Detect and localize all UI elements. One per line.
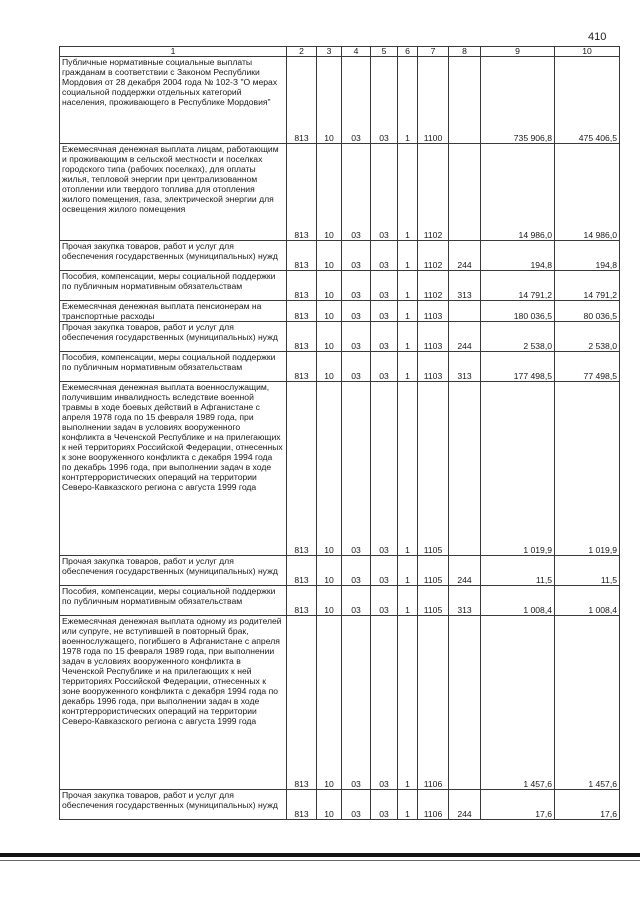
- table-row: [60, 352, 620, 382]
- cell-c10: 1 008,4: [555, 586, 620, 616]
- row-description: Пособия, компенсации, меры социальной поддержки по публичным нормативным обязательствам: [60, 352, 287, 382]
- table-row: [60, 322, 620, 352]
- column-header: 3: [317, 47, 342, 57]
- table-row: [60, 556, 620, 586]
- cell-c7: 1105: [418, 382, 449, 556]
- cell-c8: 313: [449, 586, 481, 616]
- cell-c4: 03: [342, 301, 371, 322]
- cell-c10: 77 498,5: [555, 352, 620, 382]
- table-row: [60, 241, 620, 271]
- cell-c9: 1 008,4: [481, 586, 555, 616]
- cell-c10: 11,5: [555, 556, 620, 586]
- cell-c6: 1: [398, 144, 418, 241]
- cell-c9: 1 019,9: [481, 382, 555, 556]
- cell-c8: [449, 57, 481, 144]
- cell-c4: 03: [342, 271, 371, 301]
- cell-c10: 2 538,0: [555, 322, 620, 352]
- cell-c8: 313: [449, 271, 481, 301]
- page-number: 410: [588, 31, 607, 43]
- cell-c7: 1106: [418, 790, 449, 820]
- cell-c10: 194,8: [555, 241, 620, 271]
- cell-c8: 313: [449, 352, 481, 382]
- cell-c3: 10: [317, 352, 342, 382]
- column-header: 5: [371, 47, 398, 57]
- cell-c6: 1: [398, 352, 418, 382]
- cell-c3: 10: [317, 271, 342, 301]
- cell-c8: [449, 382, 481, 556]
- cell-c4: 03: [342, 241, 371, 271]
- cell-c3: 10: [317, 322, 342, 352]
- cell-c6: 1: [398, 790, 418, 820]
- cell-c10: 1 457,6: [555, 616, 620, 790]
- cell-c4: 03: [342, 586, 371, 616]
- cell-c7: 1103: [418, 352, 449, 382]
- cell-c3: 10: [317, 241, 342, 271]
- cell-c2: 813: [287, 144, 317, 241]
- cell-c2: 813: [287, 322, 317, 352]
- cell-c10: 14 791,2: [555, 271, 620, 301]
- cell-c7: 1106: [418, 616, 449, 790]
- row-description: Ежемесячная денежная выплата пенсионерам на транспортные расходы: [60, 301, 287, 322]
- cell-c2: 813: [287, 616, 317, 790]
- cell-c9: 11,5: [481, 556, 555, 586]
- column-header: 6: [398, 47, 418, 57]
- cell-c4: 03: [342, 322, 371, 352]
- cell-c8: 244: [449, 322, 481, 352]
- cell-c7: 1100: [418, 57, 449, 144]
- cell-c9: 2 538,0: [481, 322, 555, 352]
- cell-c2: 813: [287, 382, 317, 556]
- cell-c5: 03: [371, 241, 398, 271]
- cell-c2: 813: [287, 57, 317, 144]
- cell-c4: 03: [342, 57, 371, 144]
- cell-c4: 03: [342, 144, 371, 241]
- cell-c7: 1105: [418, 556, 449, 586]
- table-row: [60, 382, 620, 556]
- cell-c3: 10: [317, 301, 342, 322]
- table-row: [60, 616, 620, 790]
- table-row: [60, 790, 620, 820]
- cell-c7: 1103: [418, 301, 449, 322]
- cell-c6: 1: [398, 241, 418, 271]
- cell-c6: 1: [398, 57, 418, 144]
- cell-c9: 17,6: [481, 790, 555, 820]
- cell-c6: 1: [398, 271, 418, 301]
- cell-c2: 813: [287, 301, 317, 322]
- cell-c3: 10: [317, 144, 342, 241]
- header-row: [60, 47, 620, 57]
- cell-c9: 14 986,0: [481, 144, 555, 241]
- cell-c10: 475 406,5: [555, 57, 620, 144]
- cell-c4: 03: [342, 790, 371, 820]
- cell-c8: 244: [449, 241, 481, 271]
- table-row: [60, 301, 620, 322]
- cell-c5: 03: [371, 790, 398, 820]
- cell-c8: [449, 616, 481, 790]
- cell-c6: 1: [398, 322, 418, 352]
- bottom-border-line: [0, 853, 640, 857]
- cell-c2: 813: [287, 556, 317, 586]
- row-description: Пособия, компенсации, меры социальной поддержки по публичным нормативным обязательствам: [60, 586, 287, 616]
- cell-c5: 03: [371, 586, 398, 616]
- cell-c5: 03: [371, 616, 398, 790]
- row-description: Прочая закупка товаров, работ и услуг для обеспечения государственных (муниципальных) нужд: [60, 322, 287, 352]
- cell-c9: 14 791,2: [481, 271, 555, 301]
- cell-c10: 14 986,0: [555, 144, 620, 241]
- cell-c2: 813: [287, 241, 317, 271]
- cell-c6: 1: [398, 616, 418, 790]
- column-header: 9: [481, 47, 555, 57]
- cell-c5: 03: [371, 301, 398, 322]
- column-header: 1: [60, 47, 287, 57]
- row-description: Публичные нормативные социальные выплаты гражданам в соответствии с Законом Республики Мордовия от 28 декабря 2004 года № 102-З "О мерах социальной поддержки отдельных категорий населения, проживающего в Республике Мордовия": [60, 57, 287, 144]
- cell-c2: 813: [287, 586, 317, 616]
- cell-c8: [449, 301, 481, 322]
- table-row: [60, 57, 620, 144]
- cell-c7: 1103: [418, 322, 449, 352]
- row-description: Ежемесячная денежная выплата одному из родителей или супруге, не вступившей в повторный брак, военнослужащего, погибшего в Афганистане с апреля 1978 года по 15 февраля 1989 года, при выполнении задач в условиях вооруженного конфликта в Чеченской Республике и на прилегающих к ней территориях Российской Федерации, отнесенных к зоне вооруженного конфликта с декабря 1994 года по декабрь 1996 года, при выполнении задач в ходе контртеррористических операций на территории Северо-Кавказского региона с августа 1999 года: [60, 616, 287, 790]
- cell-c8: [449, 144, 481, 241]
- cell-c4: 03: [342, 382, 371, 556]
- column-header: 2: [287, 47, 317, 57]
- cell-c7: 1102: [418, 241, 449, 271]
- column-header: 10: [555, 47, 620, 57]
- bottom-thin-line: [0, 860, 640, 861]
- column-header: 4: [342, 47, 371, 57]
- cell-c5: 03: [371, 57, 398, 144]
- cell-c4: 03: [342, 352, 371, 382]
- cell-c3: 10: [317, 616, 342, 790]
- cell-c8: 244: [449, 790, 481, 820]
- budget-table: [59, 46, 620, 820]
- cell-c3: 10: [317, 586, 342, 616]
- cell-c5: 03: [371, 382, 398, 556]
- column-header: 7: [418, 47, 449, 57]
- cell-c5: 03: [371, 352, 398, 382]
- cell-c6: 1: [398, 586, 418, 616]
- cell-c8: 244: [449, 556, 481, 586]
- cell-c4: 03: [342, 616, 371, 790]
- row-description: Ежемесячная денежная выплата лицам, работающим и проживающим в сельской местности и поселках городского типа (рабочих поселках), для оплаты жилья, тепловой энергии при централизованном отоплении или твердого топлива для отопления жилого помещения, газа, электрической энергии для освещения жилого помещения: [60, 144, 287, 241]
- cell-c5: 03: [371, 556, 398, 586]
- cell-c2: 813: [287, 271, 317, 301]
- cell-c3: 10: [317, 556, 342, 586]
- column-header: 8: [449, 47, 481, 57]
- cell-c9: 1 457,6: [481, 616, 555, 790]
- cell-c6: 1: [398, 556, 418, 586]
- cell-c7: 1105: [418, 586, 449, 616]
- cell-c7: 1102: [418, 144, 449, 241]
- cell-c9: 194,8: [481, 241, 555, 271]
- cell-c3: 10: [317, 790, 342, 820]
- cell-c3: 10: [317, 57, 342, 144]
- row-description: Ежемесячная денежная выплата военнослужащим, получившим инвалидность вследствие военной травмы в ходе боевых действий в Афганистане с апреля 1978 года по 15 февраля 1989 года, при выполнении задач в условиях вооруженного конфликта в Чеченской Республике и на прилегающих к ней территориях Российской Федерации, отнесенных к зоне вооруженного конфликта с декабря 1994 года по декабрь 1996 года, при выполнении задач в ходе контртеррористических операций на территории Северо-Кавказского региона с августа 1999 года: [60, 382, 287, 556]
- cell-c5: 03: [371, 271, 398, 301]
- table-row: [60, 144, 620, 241]
- row-description: Прочая закупка товаров, работ и услуг для обеспечения государственных (муниципальных) нужд: [60, 790, 287, 820]
- cell-c4: 03: [342, 556, 371, 586]
- cell-c9: 177 498,5: [481, 352, 555, 382]
- cell-c9: 735 906,8: [481, 57, 555, 144]
- row-description: Прочая закупка товаров, работ и услуг для обеспечения государственных (муниципальных) нужд: [60, 241, 287, 271]
- cell-c10: 80 036,5: [555, 301, 620, 322]
- cell-c5: 03: [371, 322, 398, 352]
- cell-c9: 180 036,5: [481, 301, 555, 322]
- row-description: Пособия, компенсации, меры социальной поддержки по публичным нормативным обязательствам: [60, 271, 287, 301]
- cell-c10: 17,6: [555, 790, 620, 820]
- cell-c2: 813: [287, 790, 317, 820]
- cell-c10: 1 019,9: [555, 382, 620, 556]
- cell-c6: 1: [398, 382, 418, 556]
- row-description: Прочая закупка товаров, работ и услуг для обеспечения государственных (муниципальных) нужд: [60, 556, 287, 586]
- cell-c5: 03: [371, 144, 398, 241]
- cell-c6: 1: [398, 301, 418, 322]
- table-row: [60, 271, 620, 301]
- cell-c3: 10: [317, 382, 342, 556]
- cell-c7: 1102: [418, 271, 449, 301]
- cell-c2: 813: [287, 352, 317, 382]
- table-row: [60, 586, 620, 616]
